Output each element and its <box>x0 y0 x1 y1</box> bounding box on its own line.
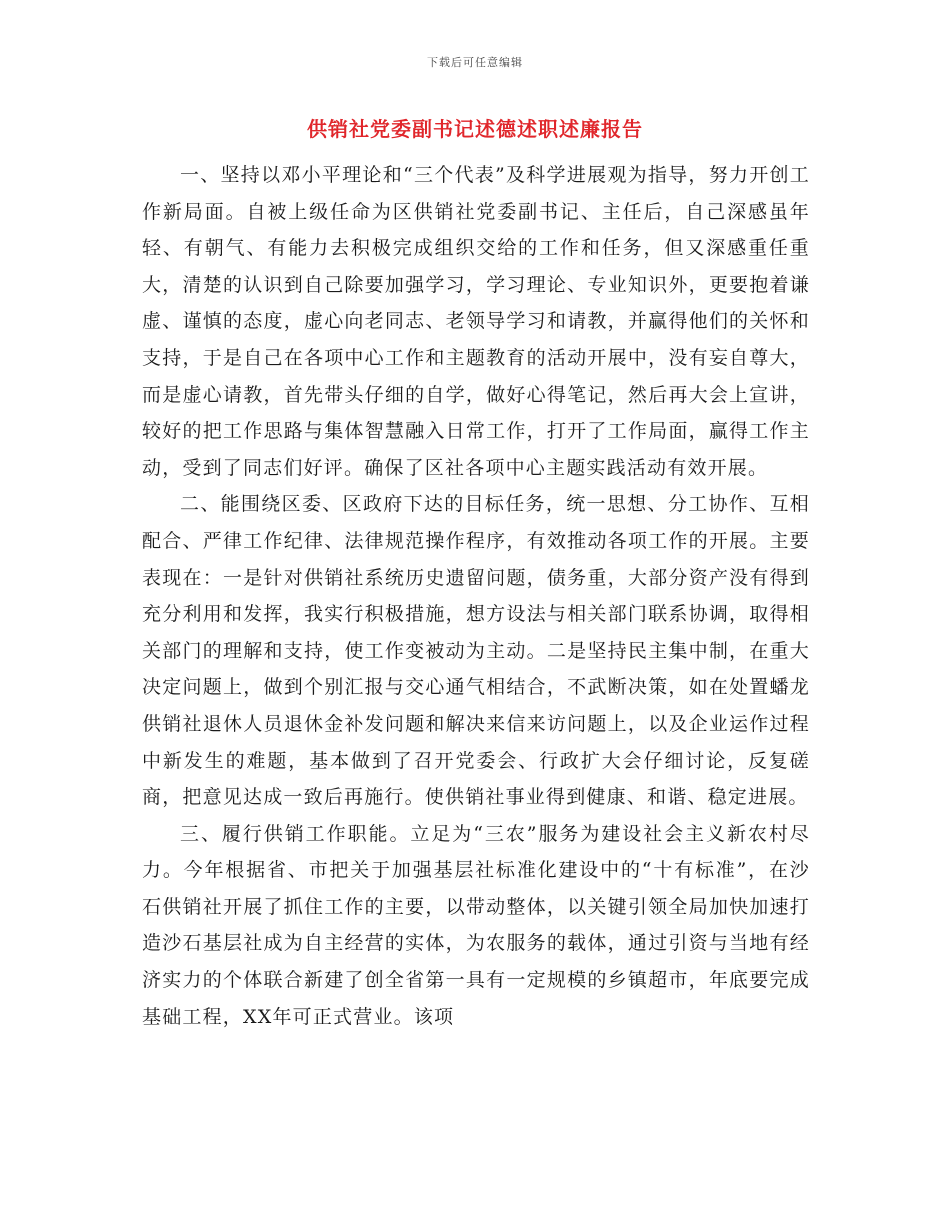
paragraph-2: 二、能围绕区委、区政府下达的目标任务，统一思想、分工协作、互相配合、严律工作纪律、法律规范操作程序，有效推动各项工作的开展。主要表现在：一是针对供销社系统历史遗留问题，债务重，大部分资产没有得到充分利用和发挥，我实行积极措施，想方设法与相关部门联系协调，取得相关部门的理解和支持，使工作变被动为主动。二是坚持民主集中制，在重大决定问题上，做到个别汇报与交心通气相结合，不武断决策，如在处置蟠龙供销社退休人员退休金补发问题和解决来信来访问题上，以及企业运作过程中新发生的难题，基本做到了召开党委会、行政扩大会仔细讨论，反复磋商，把意见达成一致后再施行。使供销社事业得到健康、和谐、稳定进展。 <box>142 493 810 809</box>
document-title: 供销社党委副书记述德述职述廉报告 <box>307 117 643 141</box>
header-note: 下载后可任意编辑 <box>427 56 523 69</box>
paragraph-3: 三、履行供销工作职能。立足为“三农”服务为建设社会主义新农村尽力。今年根据省、市把关于加强基层社标准化建设中的“十有标准”，在沙石供销社开展了抓住工作的主要，以带动整体，以关键引领全局加快加速打造沙石基层社成为自主经营的实体，为农服务的载体，通过引资与当地有经济实力的个体联合新建了创全省第一具有一定规模的乡镇超市，年底要完成基础工程，XX年可正式营业。该项 <box>142 822 810 1028</box>
document-body <box>142 157 810 1035</box>
paragraph-1: 一、坚持以邓小平理论和“三个代表”及科学进展观为指导，努力开创工作新局面。自被上级任命为区供销社党委副书记、主任后，自己深感虽年轻、有朝气、有能力去积极完成组织交给的工作和任务，但又深感重任重大，清楚的认识到自己除要加强学习，学习理论、专业知识外，更要抱着谦虚、谨慎的态度，虚心向老同志、老领导学习和请教，并赢得他们的关怀和支持，于是自己在各项中心工作和主题教育的活动开展中，没有妄自尊大，而是虚心请教，首先带头仔细的自学，做好心得笔记，然后再大会上宣讲，较好的把工作思路与集体智慧融入日常工作，打开了工作局面，赢得工作主动，受到了同志们好评。确保了区社各项中心主题实践活动有效开展。 <box>142 164 810 479</box>
